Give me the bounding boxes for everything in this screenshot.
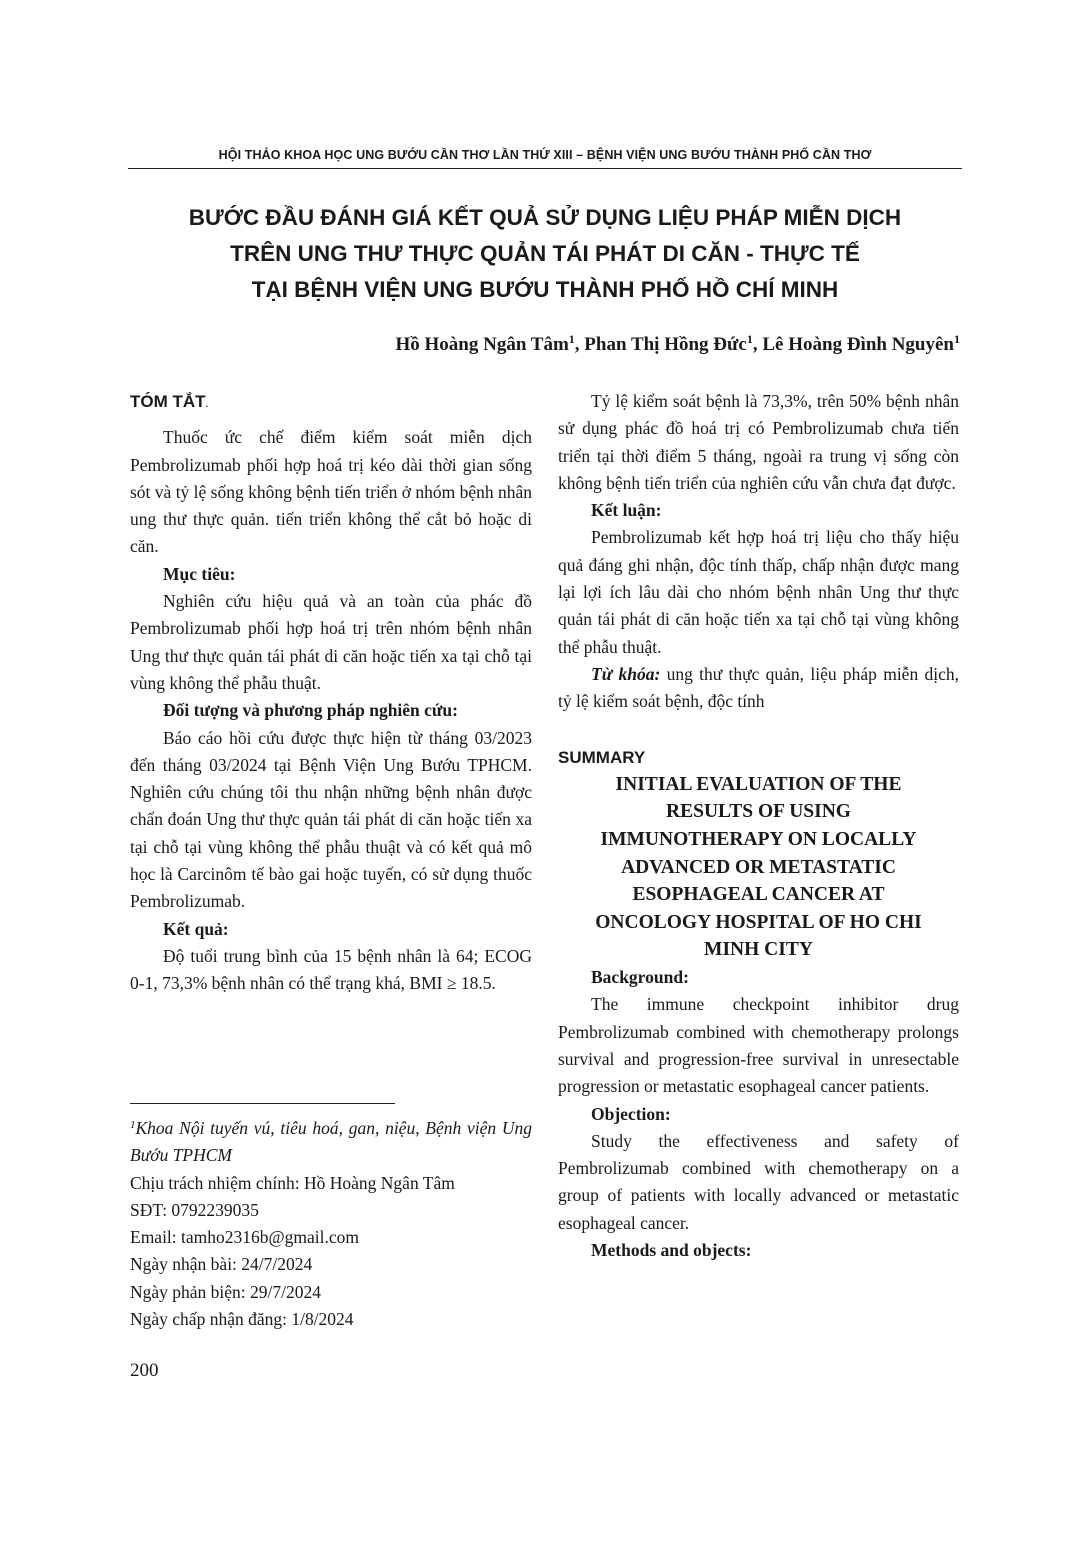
accepted-date: Ngày chấp nhận đăng: 1/8/2024 <box>130 1309 354 1330</box>
results-heading: Kết quả: <box>163 918 229 939</box>
methods-objects-heading: Methods and objects: <box>591 1239 752 1260</box>
author-affiliation-mark: 1 <box>746 332 753 346</box>
keywords-label: Từ khóa: <box>591 663 661 684</box>
results-continued-text: Tỷ lệ kiểm soát bệnh là 73,3%, trên 50% bệnh nhân sử dụng phác đồ hoá trị có Pembrolizumab chưa tiến triển tại thời điểm 5 tháng, ngoài ra trung vị sống còn không bệnh tiến triển của nghiên cứu vẫn chưa đạt được. <box>558 391 959 493</box>
abstract-heading-text: TÓM TẮT <box>130 392 206 411</box>
author-separator: , <box>752 334 763 355</box>
email-address: Email: tamho2316b@gmail.com <box>130 1227 359 1248</box>
objective-heading: Mục tiêu: <box>163 563 236 584</box>
right-column <box>558 388 959 1264</box>
objective-text: Nghiên cứu hiệu quả và an toàn của phác đồ Pembrolizumab phối hợp hoá trị trên nhóm bệnh nhân Ung thư thực quản tái phát di căn hoặc tiến xa tại chỗ tại vùng không thể phẫu thuật. <box>130 591 532 693</box>
english-title-line: ESOPHAGEAL CANCER AT <box>632 884 885 906</box>
objection-heading: Objection: <box>591 1103 671 1124</box>
abstract-intro: Thuốc ức chế điểm kiểm soát miễn dịch Pembrolizumab phối hợp hoá trị kéo dài thời gian sống sót và tỷ lệ sống không bệnh tiến triển ở nhóm bệnh nhân ung thư thực quản. tiến triển không thể cắt bỏ hoặc di căn. <box>130 427 532 557</box>
english-title-line: ONCOLOGY HOSPITAL OF HO CHI <box>595 911 922 933</box>
author-affiliation-mark: 1 <box>954 332 960 346</box>
background-text: The immune checkpoint inhibitor drug Pembrolizumab combined with chemotherapy prolongs survival and progression-free survival in unresectable progression or metastatic esophageal cancer patients. <box>558 994 959 1097</box>
author-separator: , <box>574 334 585 355</box>
author-name: Lê Hoàng Đình Nguyên <box>762 334 954 355</box>
title-line: TRÊN UNG THƯ THỰC QUẢN TÁI PHÁT DI CĂN - THỰC TẾ <box>230 241 860 266</box>
reviewed-date: Ngày phản biện: 29/7/2024 <box>130 1281 322 1302</box>
author-name: Hồ Hoàng Ngân Tâm <box>395 334 569 355</box>
footnote-mark: 1 <box>130 1119 136 1131</box>
phone-number: SĐT: 0792239035 <box>130 1199 259 1220</box>
summary-heading: SUMMARY <box>558 747 646 767</box>
footnotes <box>130 1115 532 1333</box>
abstract-heading <box>130 388 532 418</box>
page-number: 200 <box>130 1360 159 1381</box>
paper-title <box>128 200 962 308</box>
title-line: TẠI BỆNH VIỆN UNG BƯỚU THÀNH PHỐ HỒ CHÍ MINH <box>251 277 839 302</box>
header-rule <box>128 168 962 169</box>
objection-text: Study the effectiveness and safety of Pembrolizumab combined with chemotherapy on a group of patients with locally advanced or metastatic esophageal cancer. <box>558 1130 959 1233</box>
author-name: Phan Thị Hồng Đức <box>584 334 747 355</box>
keywords-text: ung thư thực quản, liệu pháp miễn dịch, tỷ lệ kiểm soát bệnh, độc tính <box>558 663 959 712</box>
author-list <box>128 334 960 356</box>
affiliation-text: Khoa Nội tuyến vú, tiêu hoá, gan, niệu, Bệnh viện Ung Bướu TPHCM <box>130 1118 532 1166</box>
english-title-line: RESULTS OF USING <box>666 801 851 823</box>
abstract-heading-mark: . <box>205 399 209 409</box>
english-title-line: ADVANCED OR METASTATIC <box>621 856 896 878</box>
corresponding-author: Chịu trách nhiệm chính: Hồ Hoàng Ngân Tâm <box>130 1172 455 1193</box>
author-affiliation-mark: 1 <box>568 332 575 346</box>
results-text: Độ tuổi trung bình của 15 bệnh nhân là 64; ECOG 0-1, 73,3% bệnh nhân có thể trạng khá, BMI ≥ 18.5. <box>130 945 532 994</box>
conclusion-heading: Kết luận: <box>591 500 662 521</box>
received-date: Ngày nhận bài: 24/7/2024 <box>130 1254 313 1275</box>
footnote-rule <box>130 1103 395 1104</box>
english-title <box>558 771 959 964</box>
english-title-line: IMMUNOTHERAPY ON LOCALLY <box>600 829 917 851</box>
conclusion-text: Pembrolizumab kết hợp hoá trị liệu cho thấy hiệu quả đáng ghi nhận, độc tính thấp, chấp nhận được mang lại lợi ích lâu dài cho nhóm bệnh nhân Ung thư thực quản tái phát di căn hoặc tiến xa tại chỗ tại vùng không thể phẫu thuật. <box>558 527 959 657</box>
english-title-line: MINH CITY <box>704 939 813 961</box>
methods-heading: Đối tượng và phương pháp nghiên cứu: <box>163 700 458 721</box>
affiliation-footnote <box>130 1115 532 1170</box>
keywords <box>558 661 959 716</box>
english-title-line: INITIAL EVALUATION OF THE <box>615 773 902 795</box>
background-heading: Background: <box>591 967 689 988</box>
left-column <box>130 388 532 998</box>
title-line: BƯỚC ĐẦU ĐÁNH GIÁ KẾT QUẢ SỬ DỤNG LIỆU PHÁP MIỄN DỊCH <box>188 205 902 230</box>
running-header: HỘI THẢO KHOA HỌC UNG BƯỚU CẦN THƠ LẦN THỨ XIII – BỆNH VIỆN UNG BƯỚU THÀNH PHỐ CẦN THƠ <box>218 148 872 162</box>
methods-text: Báo cáo hồi cứu được thực hiện từ tháng 03/2023 đến tháng 03/2024 tại Bệnh Viện Ung Bướu TPHCM. Nghiên cứu chúng tôi thu nhận những bệnh nhân được chẩn đoán Ung thư thực quản tái phát di căn hoặc tiến xa tại chỗ tại vùng không thể phẫu thuật và có kết quả mô học là Carcinôm tế bào gai hoặc tuyến, có sử dụng thuốc Pembrolizumab. <box>130 727 532 912</box>
